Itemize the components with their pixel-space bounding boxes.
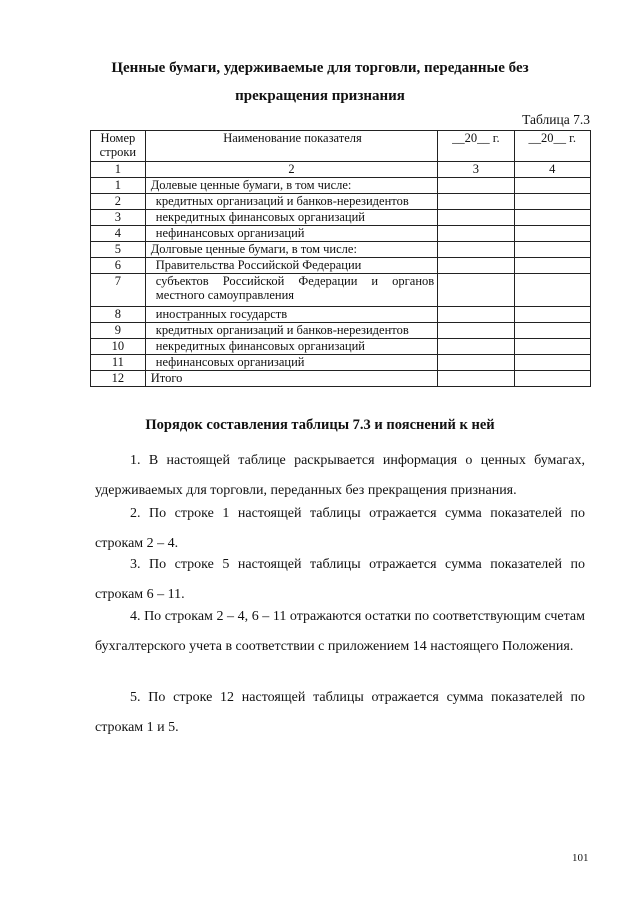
table-header-row <box>91 131 591 162</box>
row-number: 1 <box>91 178 146 194</box>
value-cell <box>514 355 590 371</box>
page-number: 101 <box>572 852 589 864</box>
paragraph-4: 4. По строкам 2 – 4, 6 – 11 отражаются остатки по соответствующим счетам бухгалтерского учета в соответствии с приложением 14 настоящего Положения. <box>95 609 585 654</box>
header-row-number: Номер строки <box>91 131 146 162</box>
value-cell <box>438 226 514 242</box>
table-row <box>91 242 591 258</box>
table-row <box>91 258 591 274</box>
section-title: Порядок составления таблицы 7.3 и пояснений к ней <box>145 417 495 433</box>
row-number: 12 <box>91 371 146 387</box>
numbering-cell: 1 <box>91 162 146 178</box>
value-cell <box>438 371 514 387</box>
row-name: Долевые ценные бумаги, в том числе: <box>145 178 437 194</box>
value-cell <box>438 307 514 323</box>
header-year-1: __20__ г. <box>438 131 514 162</box>
value-cell <box>514 323 590 339</box>
value-cell <box>514 242 590 258</box>
value-cell <box>438 194 514 210</box>
document-title-line2: прекращения признания <box>235 88 405 104</box>
value-cell <box>438 178 514 194</box>
table-row <box>91 178 591 194</box>
row-name: кредитных организаций и банков-нерезидентов <box>145 323 437 339</box>
row-name: некредитных финансовых организаций <box>145 339 437 355</box>
row-number: 6 <box>91 258 146 274</box>
value-cell <box>438 274 514 307</box>
value-cell <box>438 210 514 226</box>
value-cell <box>514 258 590 274</box>
row-number: 9 <box>91 323 146 339</box>
numbering-cell: 4 <box>514 162 590 178</box>
value-cell <box>514 339 590 355</box>
row-name: Итого <box>145 371 437 387</box>
row-name: иностранных государств <box>145 307 437 323</box>
table-row <box>91 355 591 371</box>
row-number: 8 <box>91 307 146 323</box>
value-cell <box>514 178 590 194</box>
row-number: 4 <box>91 226 146 242</box>
row-number: 10 <box>91 339 146 355</box>
row-name: нефинансовых организаций <box>145 226 437 242</box>
table-row <box>91 194 591 210</box>
numbering-cell: 3 <box>438 162 514 178</box>
value-cell <box>514 274 590 307</box>
value-cell <box>514 371 590 387</box>
row-number: 5 <box>91 242 146 258</box>
row-number: 11 <box>91 355 146 371</box>
row-number: 7 <box>91 274 146 307</box>
row-name: некредитных финансовых организаций <box>145 210 437 226</box>
value-cell <box>438 258 514 274</box>
table-numbering-row <box>91 162 591 178</box>
row-name: кредитных организаций и банков-нерезидентов <box>145 194 437 210</box>
numbering-cell: 2 <box>145 162 437 178</box>
row-name: Долговые ценные бумаги, в том числе: <box>145 242 437 258</box>
table-row <box>91 226 591 242</box>
header-indicator-name: Наименование показателя <box>145 131 437 162</box>
value-cell <box>438 355 514 371</box>
table-label: Таблица 7.3 <box>522 112 590 127</box>
table-row <box>91 323 591 339</box>
value-cell <box>438 242 514 258</box>
value-cell <box>514 307 590 323</box>
document-title-line1: Ценные бумаги, удерживаемые для торговли, переданные без <box>111 60 529 76</box>
row-name: субъектов Российской Федерации и органов местного самоуправления <box>145 274 437 307</box>
securities-table <box>90 130 591 387</box>
row-number: 3 <box>91 210 146 226</box>
value-cell <box>438 323 514 339</box>
paragraph-2: 2. По строке 1 настоящей таблицы отражается сумма показателей по строкам 2 – 4. <box>95 506 585 551</box>
row-name: нефинансовых организаций <box>145 355 437 371</box>
row-number: 2 <box>91 194 146 210</box>
table-row <box>91 371 591 387</box>
paragraph-5: 5. По строке 12 настоящей таблицы отражается сумма показателей по строкам 1 и 5. <box>95 690 585 735</box>
paragraph-3: 3. По строке 5 настоящей таблицы отражается сумма показателей по строкам 6 – 11. <box>95 557 585 602</box>
table-row <box>91 307 591 323</box>
value-cell <box>438 339 514 355</box>
header-year-2: __20__ г. <box>514 131 590 162</box>
paragraph-1: 1. В настоящей таблице раскрывается информация о ценных бумагах, удерживаемых для торговли, переданных без прекращения признания. <box>95 453 585 498</box>
table-row <box>91 210 591 226</box>
value-cell <box>514 210 590 226</box>
value-cell <box>514 194 590 210</box>
table-row <box>91 274 591 307</box>
table-row <box>91 339 591 355</box>
row-name: Правительства Российской Федерации <box>145 258 437 274</box>
value-cell <box>514 226 590 242</box>
